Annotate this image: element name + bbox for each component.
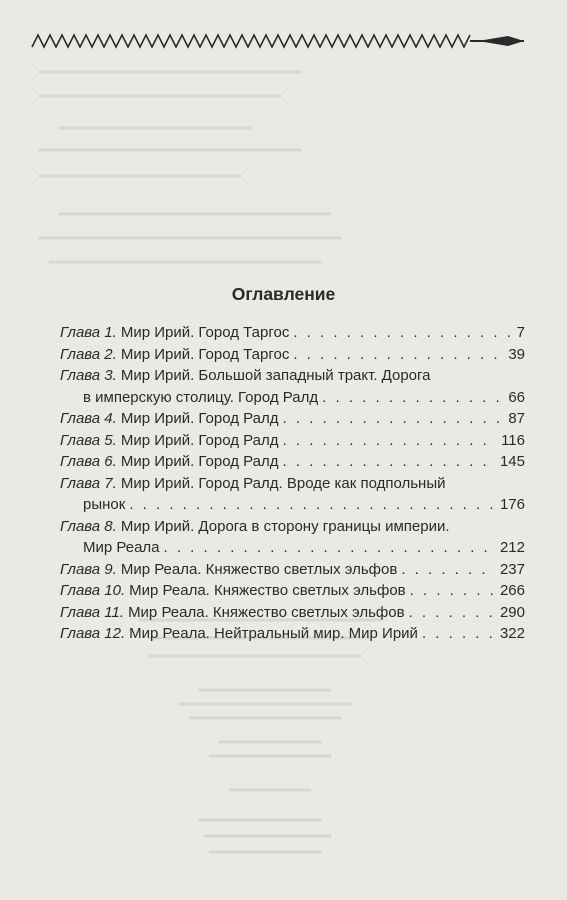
page-number: 290 [499, 603, 525, 621]
dot-leader [401, 559, 496, 581]
chapter-title: Мир Ирий. Город Таргос [120, 324, 290, 341]
chapter-title-continued: Мир Реала [83, 539, 160, 556]
chapter-title: Мир Ирий. Большой западный тракт. Дорога [120, 367, 431, 384]
toc-entry-continuation[interactable] [60, 537, 525, 559]
dot-leader [293, 322, 512, 344]
page-number: 7 [516, 324, 525, 341]
chapter-title: Мир Реала. Княжество светлых эльфов [129, 582, 406, 599]
chapter-label: Глава 4. [60, 410, 117, 427]
page-number: 66 [508, 388, 525, 406]
chapter-title: Мир Реала. Княжество светлых эльфов [120, 560, 398, 578]
chapter-title: Мир Реала. Нейтральный мир. Мир Ирий [129, 625, 418, 642]
page-number: 39 [508, 345, 525, 363]
toc-entry[interactable] [60, 473, 525, 495]
dot-leader [422, 623, 496, 645]
chapter-title: Мир Реала. Княжество светлых эльфов [128, 603, 405, 621]
toc-entry[interactable] [60, 408, 525, 430]
dot-leader [164, 537, 496, 559]
chapter-title: Мир Ирий. Город Ралд. Вроде как подпольный [120, 474, 446, 492]
page-number: 145 [499, 453, 525, 470]
chapter-title: Мир Ирий. Город Ралд [120, 431, 279, 449]
toc-entry-continuation[interactable] [60, 387, 525, 409]
toc-entry[interactable] [60, 365, 525, 387]
chapter-title: Мир Ирий. Город Таргос [120, 345, 290, 363]
chapter-label: Глава 7. [60, 474, 117, 492]
toc-entry[interactable] [60, 516, 525, 538]
dot-leader [409, 602, 496, 624]
chapter-label: Глава 12. [60, 625, 126, 642]
page-number: 266 [499, 582, 525, 599]
chapter-title-continued: рынок [83, 496, 126, 513]
toc-heading: Оглавление [231, 284, 336, 304]
zigzag-arrow-ornament-icon [30, 30, 524, 52]
toc-entry[interactable] [60, 344, 525, 366]
page-number: 116 [501, 431, 525, 449]
chapter-label: Глава 6. [60, 453, 117, 470]
toc-entry[interactable] [60, 451, 525, 473]
dot-leader [322, 387, 504, 409]
table-of-contents [60, 322, 525, 645]
toc-entry[interactable] [60, 322, 525, 344]
chapter-label: Глава 9. [60, 560, 117, 578]
dot-leader [283, 408, 505, 430]
chapter-label: Глава 3. [60, 367, 117, 384]
toc-entry-continuation[interactable] [60, 494, 525, 516]
dot-leader [293, 344, 504, 366]
dot-leader [283, 430, 498, 452]
toc-entry[interactable] [60, 580, 525, 602]
page-number: 87 [508, 410, 525, 427]
chapter-label: Глава 11. [60, 603, 125, 621]
chapter-label: Глава 2. [60, 345, 117, 363]
toc-entry[interactable] [60, 602, 525, 624]
dot-leader [410, 580, 496, 602]
chapter-title-continued: в имперскую столицу. Город Ралд [83, 388, 319, 406]
dot-leader [129, 494, 496, 516]
chapter-label: Глава 10. [60, 582, 126, 599]
page-number: 322 [499, 625, 525, 642]
toc-entry[interactable] [60, 559, 525, 581]
chapter-label: Глава 8. [60, 517, 117, 535]
dot-leader [283, 451, 496, 473]
page-number: 176 [499, 496, 525, 513]
chapter-title: Мир Ирий. Дорога в сторону границы империи. [120, 517, 450, 535]
toc-entry[interactable] [60, 623, 525, 645]
chapter-label: Глава 5. [60, 431, 117, 449]
chapter-title: Мир Ирий. Город Ралд [120, 410, 279, 427]
chapter-label: Глава 1. [60, 324, 117, 341]
chapter-title: Мир Ирий. Город Ралд [120, 453, 279, 470]
page-number: 237 [499, 560, 525, 578]
page-number: 212 [499, 539, 525, 556]
toc-entry[interactable] [60, 430, 525, 452]
